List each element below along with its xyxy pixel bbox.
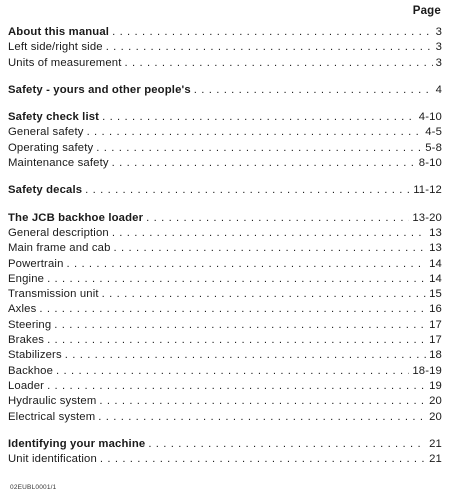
entry-title: The JCB backhoe loader bbox=[8, 211, 144, 224]
toc-heading-entry bbox=[8, 211, 442, 226]
dot-leader bbox=[114, 241, 427, 256]
entry-title: Units of measurement bbox=[8, 56, 122, 69]
entry-page-number: 13 bbox=[429, 242, 442, 255]
dot-leader bbox=[98, 410, 426, 425]
dot-leader bbox=[112, 226, 426, 241]
dot-leader bbox=[194, 83, 433, 98]
entry-page-number: 14 bbox=[429, 257, 442, 270]
toc-entry bbox=[8, 333, 442, 348]
dot-leader bbox=[148, 437, 426, 452]
toc-entry bbox=[8, 156, 442, 171]
table-of-contents bbox=[8, 25, 442, 467]
entry-title: Transmission unit bbox=[8, 288, 99, 301]
entry-page-number: 19 bbox=[429, 379, 442, 392]
entry-page-number: 3 bbox=[435, 41, 442, 54]
toc-entry bbox=[8, 272, 442, 287]
dot-leader bbox=[47, 333, 426, 348]
toc-entry bbox=[8, 410, 442, 425]
toc-section bbox=[8, 437, 442, 468]
entry-title: Axles bbox=[8, 303, 37, 316]
entry-page-number: 15 bbox=[429, 288, 442, 301]
dot-leader bbox=[102, 287, 426, 302]
dot-leader bbox=[67, 257, 427, 272]
toc-heading-entry bbox=[8, 183, 442, 198]
entry-page-number: 16 bbox=[429, 303, 442, 316]
entry-title: Stabilizers bbox=[8, 349, 62, 362]
dot-leader bbox=[102, 110, 416, 125]
entry-page-number: 5-8 bbox=[425, 141, 442, 154]
document-code: 02EUBL0001/1 bbox=[10, 484, 57, 491]
toc-entry bbox=[8, 40, 442, 55]
entry-page-number: 4-5 bbox=[425, 126, 442, 139]
entry-title: Maintenance safety bbox=[8, 157, 109, 170]
entry-title: General description bbox=[8, 226, 109, 239]
dot-leader bbox=[65, 348, 426, 363]
toc-section bbox=[8, 25, 442, 71]
toc-entry bbox=[8, 302, 442, 317]
toc-entry bbox=[8, 379, 442, 394]
toc-entry bbox=[8, 125, 442, 140]
dot-leader bbox=[106, 40, 433, 55]
dot-leader bbox=[56, 364, 409, 379]
dot-leader bbox=[112, 156, 416, 171]
entry-title: Hydraulic system bbox=[8, 395, 97, 408]
toc-entry bbox=[8, 318, 442, 333]
dot-leader bbox=[125, 56, 433, 71]
entry-page-number: 17 bbox=[429, 334, 442, 347]
entry-title: Steering bbox=[8, 318, 52, 331]
toc-section bbox=[8, 183, 442, 198]
dot-leader bbox=[39, 302, 426, 317]
dot-leader bbox=[54, 318, 426, 333]
entry-page-number: 3 bbox=[435, 26, 442, 38]
entry-title: Identifying your machine bbox=[8, 437, 146, 450]
dot-leader bbox=[87, 125, 423, 140]
toc-entry bbox=[8, 56, 442, 71]
dot-leader bbox=[146, 211, 409, 226]
entry-title: General safety bbox=[8, 126, 84, 139]
section-gap bbox=[8, 199, 442, 211]
entry-title: Operating safety bbox=[8, 141, 94, 154]
entry-page-number: 21 bbox=[429, 437, 442, 450]
toc-section bbox=[8, 83, 442, 98]
entry-title: Safety - yours and other people's bbox=[8, 83, 191, 96]
entry-page-number: 13 bbox=[429, 226, 442, 239]
dot-leader bbox=[47, 379, 426, 394]
entry-title: About this manual bbox=[8, 26, 110, 38]
entry-title: Backhoe bbox=[8, 364, 54, 377]
toc-heading-entry bbox=[8, 437, 442, 452]
section-gap bbox=[8, 98, 442, 110]
entry-page-number: 11-12 bbox=[413, 184, 442, 197]
toc-heading-entry bbox=[8, 25, 442, 40]
toc-section bbox=[8, 211, 442, 425]
toc-section bbox=[8, 110, 442, 171]
page-column-header: Page bbox=[412, 5, 441, 17]
entry-title: Safety check list bbox=[8, 111, 100, 124]
entry-page-number: 13-20 bbox=[412, 211, 442, 224]
toc-entry bbox=[8, 348, 442, 363]
dot-leader bbox=[99, 394, 426, 409]
dot-leader bbox=[100, 452, 426, 467]
entry-page-number: 21 bbox=[429, 453, 442, 466]
dot-leader bbox=[47, 272, 426, 287]
toc-entry bbox=[8, 364, 442, 379]
entry-page-number: 4-10 bbox=[418, 111, 442, 124]
section-gap bbox=[8, 71, 442, 83]
entry-title: Powertrain bbox=[8, 257, 64, 270]
entry-page-number: 17 bbox=[429, 318, 442, 331]
entry-title: Unit identification bbox=[8, 453, 97, 466]
toc-entry bbox=[8, 226, 442, 241]
entry-page-number: 14 bbox=[429, 272, 442, 285]
entry-title: Brakes bbox=[8, 334, 45, 347]
entry-page-number: 4 bbox=[435, 83, 442, 96]
entry-page-number: 8-10 bbox=[418, 157, 442, 170]
toc-entry bbox=[8, 287, 442, 302]
section-gap bbox=[8, 425, 442, 437]
entry-title: Loader bbox=[8, 379, 45, 392]
entry-title: Electrical system bbox=[8, 410, 96, 423]
toc-entry bbox=[8, 452, 442, 467]
dot-leader bbox=[96, 141, 422, 156]
entry-page-number: 18 bbox=[429, 349, 442, 362]
entry-title: Engine bbox=[8, 272, 45, 285]
entry-title: Main frame and cab bbox=[8, 242, 111, 255]
entry-title: Safety decals bbox=[8, 184, 83, 197]
dot-leader bbox=[112, 25, 432, 40]
toc-entry bbox=[8, 141, 442, 156]
entry-page-number: 20 bbox=[429, 395, 442, 408]
toc-entry bbox=[8, 257, 442, 272]
toc-heading-entry bbox=[8, 110, 442, 125]
entry-title: Left side/right side bbox=[8, 41, 103, 54]
toc-entry bbox=[8, 394, 442, 409]
entry-page-number: 20 bbox=[429, 410, 442, 423]
toc-entry bbox=[8, 241, 442, 256]
section-gap bbox=[8, 171, 442, 183]
dot-leader bbox=[85, 183, 410, 198]
entry-page-number: 18-19 bbox=[412, 364, 442, 377]
entry-page-number: 3 bbox=[435, 56, 442, 69]
toc-heading-entry bbox=[8, 83, 442, 98]
